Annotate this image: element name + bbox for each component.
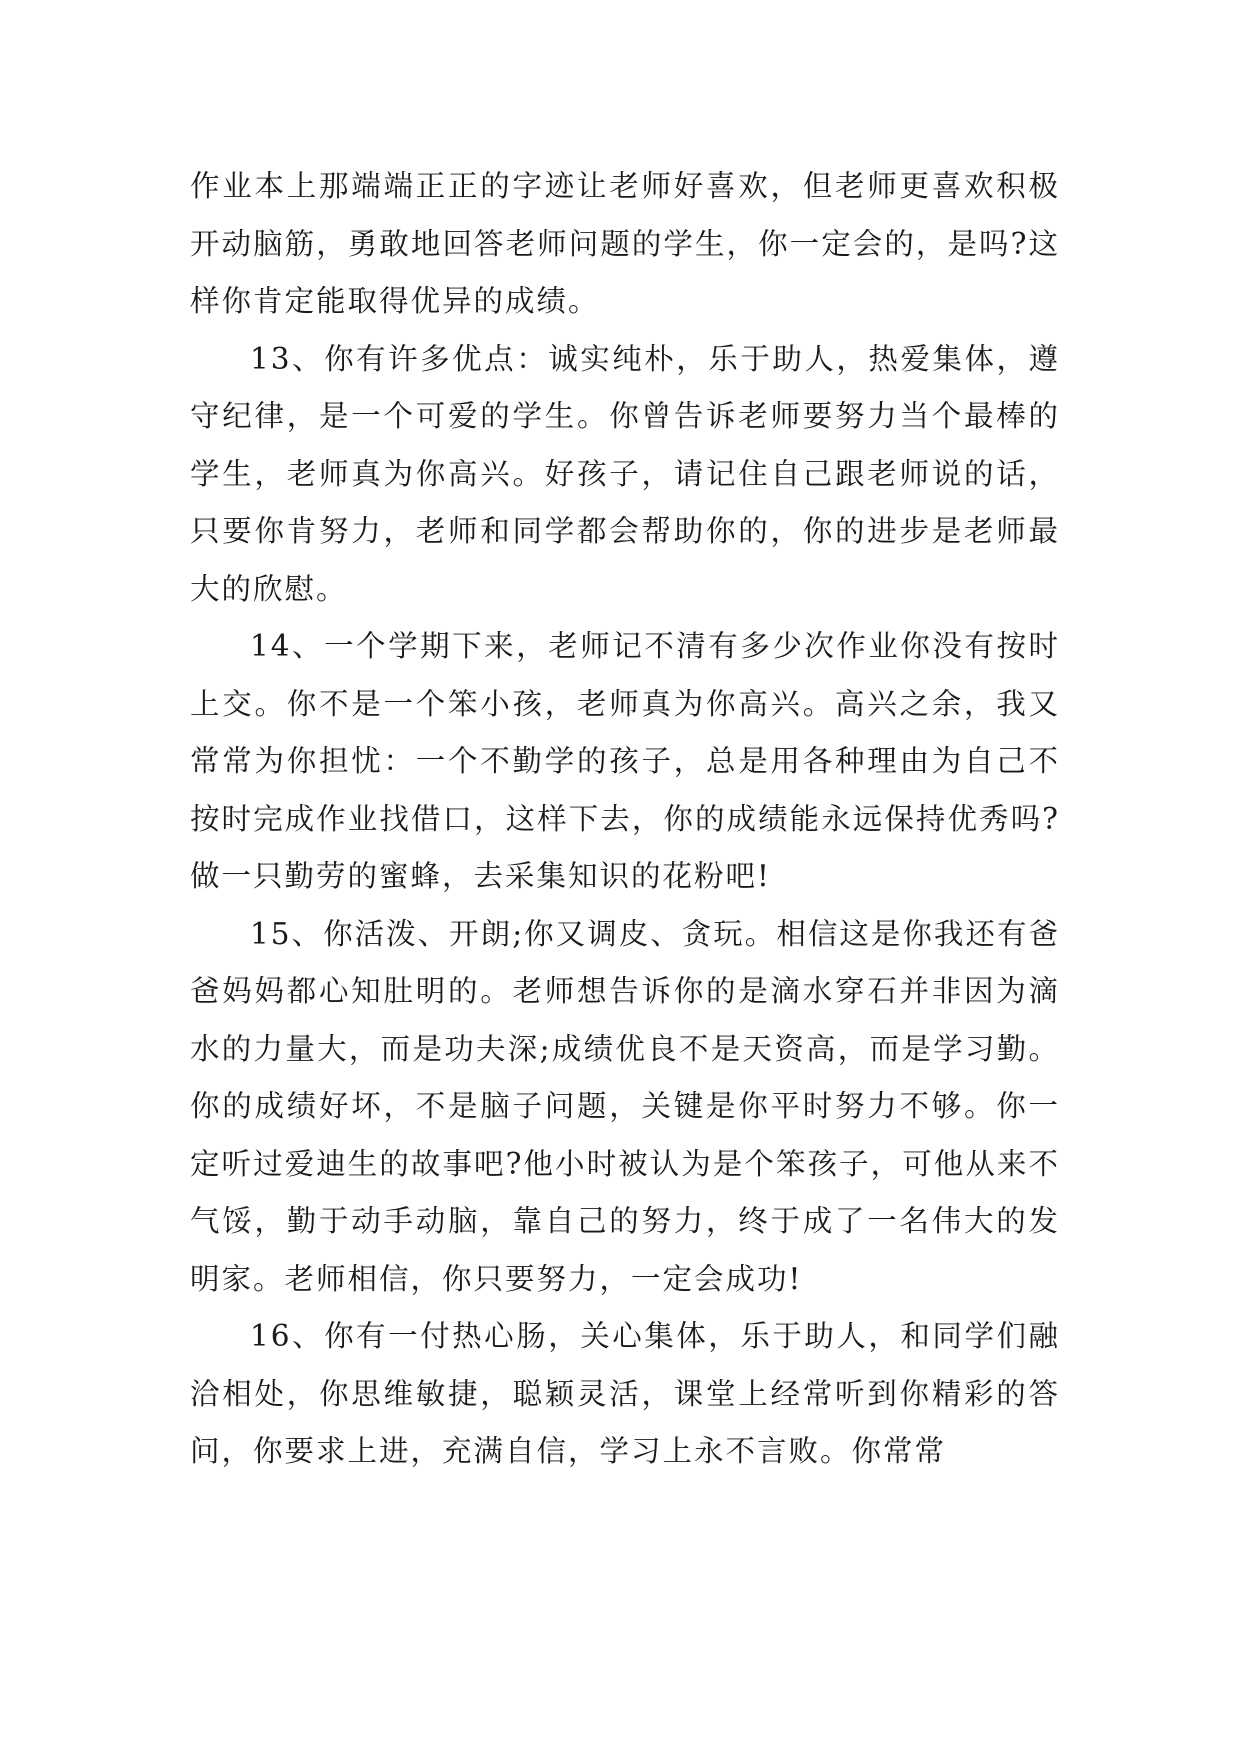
paragraph-15: 15、你活泼、开朗;你又调皮、贪玩。相信这是你我还有爸爸妈妈都心知肚明的。老师想告诉你的是滴水穿石并非因为滴水的力量大，而是功夫深;成绩优良不是天资高，而是学习勤。你的成绩好坏，不是脑子问题，关键是你平时努力不够。你一定听过爱迪生的故事吧?他小时被认为是个笨孩子，可他从来不气馁，勤于动手动脑，靠自己的努力，终于成了一名伟大的发明家。老师相信，你只要努力，一定会成功! [190, 916, 1060, 1296]
paragraph-16: 16、你有一付热心肠，关心集体，乐于助人，和同学们融洽相处，你思维敏捷，聪颖灵活，课堂上经常听到你精彩的答问，你要求上进，充满自信，学习上永不言败。你常常 [190, 1319, 1060, 1468]
paragraph-14: 14、一个学期下来，老师记不清有多少次作业你没有按时上交。你不是一个笨小孩，老师真为你高兴。高兴之余，我又常常为你担忧：一个不勤学的孩子，总是用各种理由为自己不按时完成作业找借口，这样下去，你的成绩能永远保持优秀吗?做一只勤劳的蜜蜂，去采集知识的花粉吧! [190, 629, 1060, 893]
document-body [190, 158, 1060, 1481]
paragraph-continuation: 作业本上那端端正正的字迹让老师好喜欢，但老师更喜欢积极开动脑筋，勇敢地回答老师问题的学生，你一定会的，是吗?这样你肯定能取得优异的成绩。 [190, 169, 1060, 318]
paragraph-13: 13、你有许多优点：诚实纯朴，乐于助人，热爱集体，遵守纪律，是一个可爱的学生。你曾告诉老师要努力当个最棒的学生，老师真为你高兴。好孩子，请记住自己跟老师说的话，只要你肯努力，老师和同学都会帮助你的，你的进步是老师最大的欣慰。 [190, 341, 1060, 606]
